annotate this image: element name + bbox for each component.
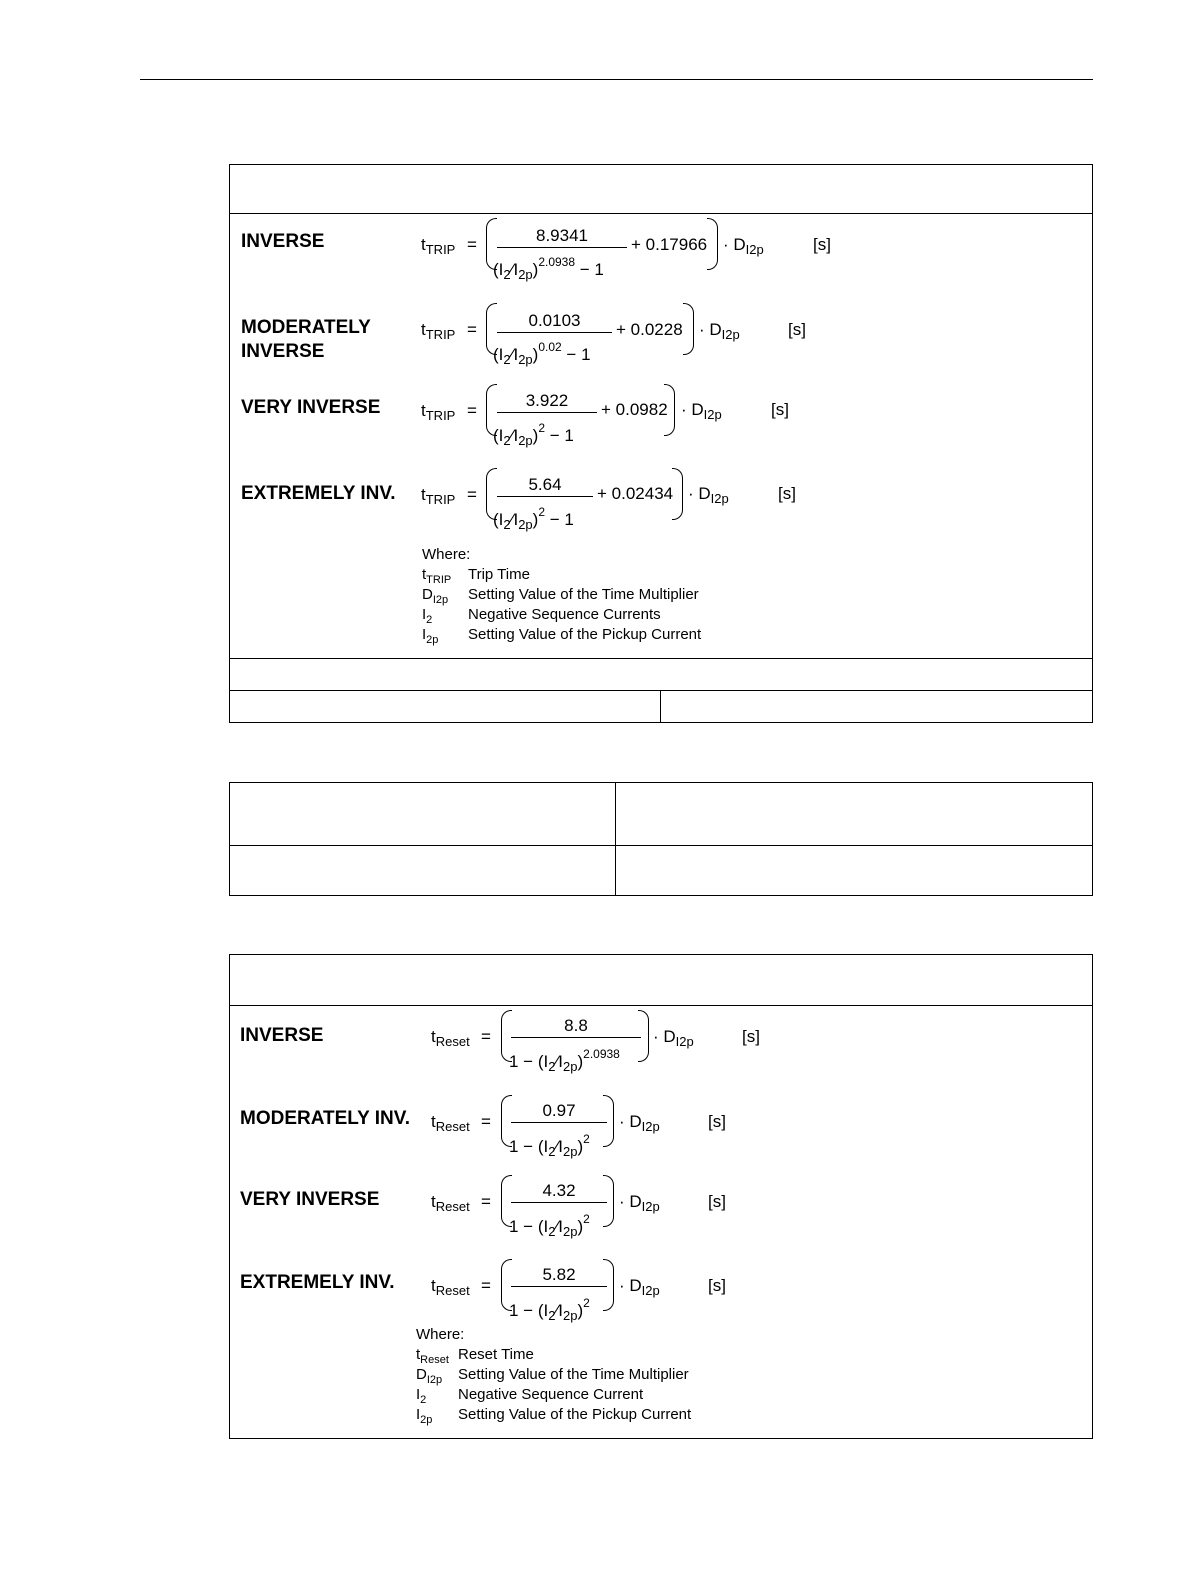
constant-term: + 0.0228 <box>616 320 683 339</box>
reset-formula-extremely-inverse <box>431 1259 751 1323</box>
fraction-bar <box>497 332 612 333</box>
label-line: INVERSE <box>241 341 325 362</box>
trip-table-footer-column-divider <box>660 690 661 723</box>
unit-seconds: [s] <box>788 320 806 339</box>
trip-table-footer-divider-1 <box>229 658 1093 659</box>
trip-time-symbol: $t_{TRIP}$ <box>421 401 456 423</box>
right-paren <box>603 1095 614 1147</box>
trip-curve-label-extremely-inverse <box>241 482 396 506</box>
unit-seconds: [s] <box>708 1276 726 1295</box>
fraction-bar <box>497 247 627 248</box>
denominator: $(I_2⁄I_{2p})^{0.02} - 1$ <box>493 340 591 367</box>
fraction-bar <box>511 1037 641 1038</box>
where-entry: $I_2$ Negative Sequence Currents <box>422 606 661 626</box>
multiplier-term: · $D_{I2p}$ <box>653 1027 694 1049</box>
reset-curve-label-inverse: INVERSE <box>240 1025 324 1046</box>
settings-table-column-divider <box>615 782 616 896</box>
unit-seconds: [s] <box>708 1112 726 1131</box>
multiplier-term: · $D_{I2p}$ <box>619 1192 660 1214</box>
right-paren <box>638 1010 649 1062</box>
unit-seconds: [s] <box>771 400 789 419</box>
fraction-bar <box>511 1286 607 1287</box>
equals-sign: = <box>467 401 477 420</box>
reset-formula-very-inverse <box>431 1175 751 1239</box>
equals-sign: = <box>481 1027 491 1046</box>
settings-table-row-divider <box>229 845 1093 846</box>
multiplier-term: · $D_{I2p}$ <box>681 400 722 422</box>
multiplier-term: · $D_{I2p}$ <box>688 484 729 506</box>
trip-curve-label-moderately-inverse <box>241 316 371 364</box>
equals-sign: = <box>467 485 477 504</box>
reset-time-symbol: $t_{Reset}$ <box>431 1112 470 1134</box>
unit-seconds: [s] <box>813 235 831 254</box>
reset-table-header-divider <box>229 1005 1093 1006</box>
numerator: 3.922 <box>525 391 569 410</box>
trip-formula-inverse <box>421 218 841 282</box>
denominator: $1 - (I_2⁄I_{2p})^2$ <box>509 1132 590 1159</box>
label-line: VERY INVERSE <box>241 397 381 418</box>
where-title: Where: <box>422 546 471 563</box>
right-paren <box>707 218 718 270</box>
reset-formula-inverse <box>431 1010 771 1074</box>
numerator: 5.64 <box>528 475 562 494</box>
constant-term: + 0.17966 <box>631 235 708 254</box>
numerator: 5.82 <box>542 1265 576 1284</box>
where-entry: $D_{I2p}$ Setting Value of the Time Multiplier <box>422 586 699 606</box>
denominator: $1 - (I_2⁄I_{2p})^2$ <box>509 1296 590 1323</box>
where-title: Where: <box>416 1326 465 1343</box>
where-entry: $D_{I2p}$ Setting Value of the Time Multiplier <box>416 1366 689 1386</box>
trip-table-footer-divider-2 <box>229 690 1093 691</box>
where-entry: $I_{2p}$ Setting Value of the Pickup Current <box>422 626 702 646</box>
label-line: INVERSE <box>241 231 325 252</box>
where-entry: $t_{TRIP}$ Trip Time <box>422 566 530 586</box>
reset-curve-label-very-inverse: VERY INVERSE <box>240 1189 380 1210</box>
right-paren <box>664 384 675 436</box>
trip-table-header-divider <box>229 213 1093 214</box>
label-line: MODERATELY <box>241 317 371 338</box>
denominator: $1 - (I_2⁄I_{2p})^2$ <box>509 1212 590 1239</box>
trip-curve-label-very-inverse <box>241 396 380 420</box>
denominator: $(I_2⁄I_{2p})^2 - 1$ <box>493 505 574 532</box>
right-paren <box>603 1259 614 1311</box>
trip-time-symbol: $t_{TRIP}$ <box>421 320 456 342</box>
denominator: $1 - (I_2⁄I_{2p})^{2.0938}$ <box>509 1047 620 1074</box>
where-entry: $t_{Reset}$ Reset Time <box>416 1346 534 1366</box>
trip-where-legend <box>422 545 742 645</box>
label-line: EXTREMELY INV. <box>241 483 396 504</box>
reset-curve-label-extremely-inverse: EXTREMELY INV. <box>240 1272 395 1293</box>
denominator: $(I_2⁄I_{2p})^2 - 1$ <box>493 421 574 448</box>
reset-curve-label-moderately-inverse: MODERATELY INV. <box>240 1108 410 1129</box>
equals-sign: = <box>467 235 477 254</box>
numerator: 8.9341 <box>536 226 588 245</box>
fraction-bar <box>497 496 593 497</box>
multiplier-term: · $D_{I2p}$ <box>619 1112 660 1134</box>
numerator: 0.97 <box>542 1101 576 1120</box>
right-paren <box>683 303 694 355</box>
reset-time-symbol: $t_{Reset}$ <box>431 1027 470 1049</box>
where-entry: $I_{2p}$ Setting Value of the Pickup Current <box>416 1406 692 1426</box>
trip-curve-label-inverse <box>241 230 324 254</box>
equals-sign: = <box>481 1276 491 1295</box>
constant-term: + 0.0982 <box>601 400 668 419</box>
unit-seconds: [s] <box>708 1192 726 1211</box>
fraction-bar <box>511 1202 607 1203</box>
trip-time-symbol: $t_{TRIP}$ <box>421 235 456 257</box>
constant-term: + 0.02434 <box>597 484 674 503</box>
fraction-bar <box>497 412 597 413</box>
right-paren <box>672 468 683 520</box>
trip-formula-extremely-inverse <box>421 468 811 532</box>
reset-time-symbol: $t_{Reset}$ <box>431 1276 470 1298</box>
reset-formula-moderately-inverse <box>431 1095 751 1159</box>
settings-table <box>229 782 1093 896</box>
unit-seconds: [s] <box>742 1027 760 1046</box>
trip-formula-very-inverse <box>421 384 801 448</box>
right-paren <box>603 1175 614 1227</box>
equals-sign: = <box>481 1192 491 1211</box>
multiplier-term: · $D_{I2p}$ <box>723 235 764 257</box>
equals-sign: = <box>467 320 477 339</box>
fraction-bar <box>511 1122 607 1123</box>
numerator: 8.8 <box>564 1016 588 1035</box>
multiplier-term: · $D_{I2p}$ <box>699 320 740 342</box>
trip-formula-moderately-inverse <box>421 303 821 367</box>
numerator: 0.0103 <box>528 311 581 330</box>
reset-time-symbol: $t_{Reset}$ <box>431 1192 470 1214</box>
where-entry: $I_2$ Negative Sequence Current <box>416 1386 644 1406</box>
trip-time-symbol: $t_{TRIP}$ <box>421 485 456 507</box>
multiplier-term: · $D_{I2p}$ <box>619 1276 660 1298</box>
equals-sign: = <box>481 1112 491 1131</box>
header-rule <box>140 79 1093 80</box>
unit-seconds: [s] <box>778 484 796 503</box>
denominator: $(I_2⁄I_{2p})^{2.0938} - 1$ <box>493 255 604 282</box>
reset-where-legend <box>416 1325 736 1425</box>
numerator: 4.32 <box>542 1181 576 1200</box>
